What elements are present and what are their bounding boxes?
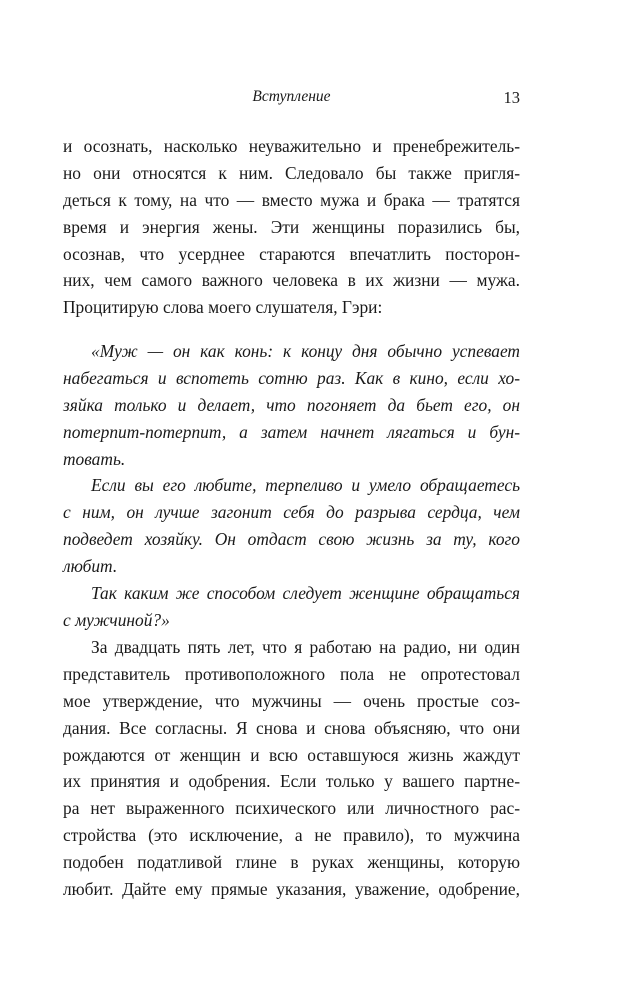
quote-line: подведет хозяйку. Он отдаст свою жизнь за ту, кого bbox=[63, 529, 520, 550]
quote-line: Так каким же способом следует женщине обращаться bbox=[91, 583, 520, 604]
text-line: представитель противоположного пола не опротестовал bbox=[63, 663, 520, 684]
quote-line: с ним, он лучше загонит себя до разрыва сердца, чем bbox=[63, 502, 520, 523]
quote-line: зяйка только и делает, что погоняет да бьет его, он bbox=[63, 394, 520, 415]
text-line: любит. Дайте ему прямые указания, уважение, одобрение, bbox=[63, 879, 520, 900]
text-line: Процитирую слова моего слушателя, Гэри: bbox=[63, 297, 383, 318]
text-line: их принятия и одобрения. Если только у вашего партне- bbox=[63, 771, 520, 792]
text-line: За двадцать пять лет, что я работаю на радио, ни один bbox=[91, 637, 520, 657]
block-quote bbox=[63, 338, 520, 634]
text-line: осознав, что усерднее стараются впечатлить посторон- bbox=[63, 243, 520, 264]
text-line: подобен податливой глине в руках женщины, которую bbox=[63, 852, 520, 873]
running-header bbox=[63, 88, 520, 114]
text-line: и осознать, насколько неуважительно и пренебрежитель- bbox=[63, 136, 520, 156]
text-line: время и энергия жены. Эти женщины поразились бы, bbox=[63, 216, 520, 237]
text-line: стройства (это исключение, а не правило), то мужчина bbox=[63, 825, 520, 846]
text-line: дания. Все согласны. Я снова и снова объясняю, что они bbox=[63, 717, 520, 738]
chapter-title: Вступление bbox=[252, 88, 331, 105]
text-line: мое утверждение, что мужчины — очень простые соз- bbox=[63, 690, 520, 711]
paragraph-2 bbox=[63, 634, 520, 903]
quote-line: потерпит-потерпит, а затем начнет лягаться и бун- bbox=[63, 421, 520, 442]
text-line: но они относятся к ним. Следовало бы также пригля- bbox=[63, 162, 520, 183]
text-line: рождаются от женщин и всю оставшуюся жизнь жаждут bbox=[63, 744, 520, 765]
quote-line: «Муж — он как конь: к концу дня обычно успевает bbox=[91, 341, 520, 361]
quote-line: товать. bbox=[63, 448, 126, 469]
paragraph-1 bbox=[63, 133, 520, 321]
text-line: ра нет выраженного психического или личностного рас- bbox=[63, 798, 520, 819]
quote-line: любит. bbox=[63, 556, 118, 577]
text-line: них, чем самого важного человека в их жизни — мужа. bbox=[63, 270, 520, 291]
page-number: 13 bbox=[503, 88, 520, 107]
quote-line: Если вы его любите, терпеливо и умело обращаетесь bbox=[91, 475, 520, 496]
quote-line: набегаться и вспотеть сотню раз. Как в кино, если хо- bbox=[63, 367, 520, 388]
quote-line: с мужчиной?» bbox=[63, 609, 170, 630]
text-line: деться к тому, на что — вместо мужа и брака — тратятся bbox=[63, 189, 520, 210]
